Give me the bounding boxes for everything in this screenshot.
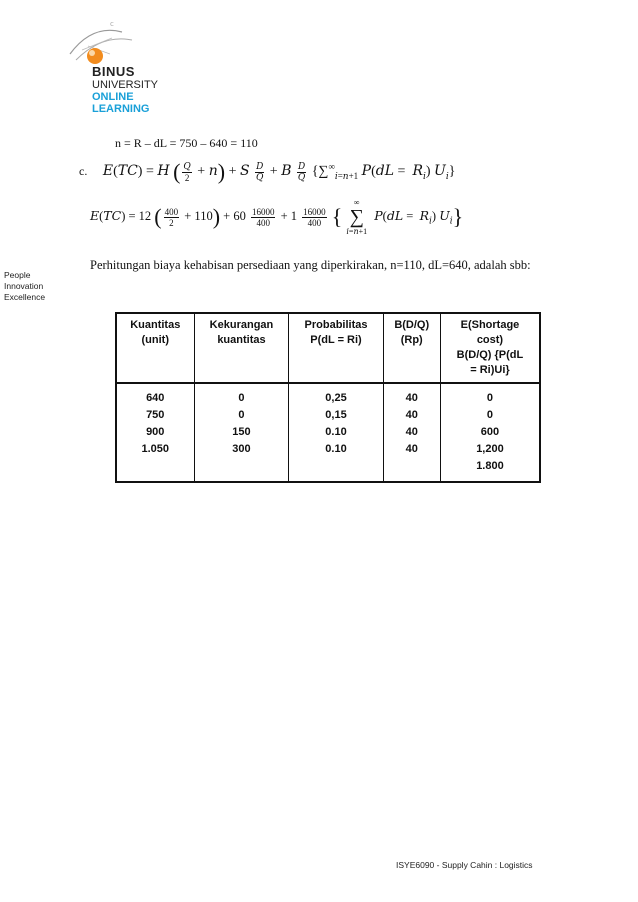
- table-header-row: [116, 313, 540, 383]
- shortage-quantity-cell: 0 0 150 300: [194, 383, 289, 482]
- item-label: c.: [79, 164, 88, 179]
- logo-university: UNIVERSITY: [92, 79, 159, 91]
- svg-text:c: c: [110, 20, 114, 28]
- header-quantity: Kuantitas (unit): [116, 313, 194, 383]
- left-sidebar: [0, 0, 50, 902]
- tagline: [4, 270, 45, 303]
- logo-online: ONLINE: [92, 91, 134, 103]
- header-expected-shortage-cost: E(Shortage cost) B(D/Q) {P(dL = Ri)Ui}: [440, 313, 540, 383]
- expected-cost-formula: c. E(TC) = H ( $\frac{Q}{2}$ + n) + S $\frac{D}{Q}$ + B $\frac{D}{Q}$ {$\sum^\infty_{i=n+1}$ $P(dL = R_i)$ $U_i$}: [79, 159, 456, 184]
- expected-cost-cell: 0 0 600 1,200 1.800: [440, 383, 540, 482]
- tagline-line: Excellence: [4, 292, 46, 302]
- header-probability: Probabilitas P(dL = Ri): [289, 313, 383, 383]
- tagline-line: Innovation: [4, 281, 44, 291]
- description-paragraph: Perhitungan biaya kehabisan persediaan yang diperkirakan, n=110, dL=640, adalah sbb:: [90, 258, 531, 272]
- header-shortage-quantity: Kekurangan kuantitas: [194, 313, 289, 383]
- n-calculation: n = R – dL = 750 – 640 = 110: [115, 136, 258, 150]
- logo-binus: BINUS: [92, 64, 135, 79]
- binus-logo: [62, 14, 182, 124]
- table-row: [116, 383, 540, 482]
- header-cost: B(D/Q) (Rp): [383, 313, 440, 383]
- substituted-formula: E(TC) = 12 ( $\frac{400}{2}$ + 110) + 60 $\frac{16000}{400}$ + 1 $\frac{16000}{400}$ {∞ ∑ i=n+1 $P(dL = R_i)$ $U_i$}: [90, 198, 464, 236]
- probability-cell: 0,25 0,15 0.10 0.10: [289, 383, 383, 482]
- logo-learning: LEARNING: [92, 103, 150, 115]
- cost-cell: 40 40 40 40: [383, 383, 440, 482]
- page-footer: ISYE6090 - Supply Cahin : Logistics: [396, 860, 533, 870]
- shortage-cost-table: [115, 312, 541, 483]
- tagline-line: People: [4, 270, 31, 280]
- logo-emblem-icon: [62, 14, 182, 70]
- quantity-cell: 640 750 900 1.050: [141, 392, 170, 455]
